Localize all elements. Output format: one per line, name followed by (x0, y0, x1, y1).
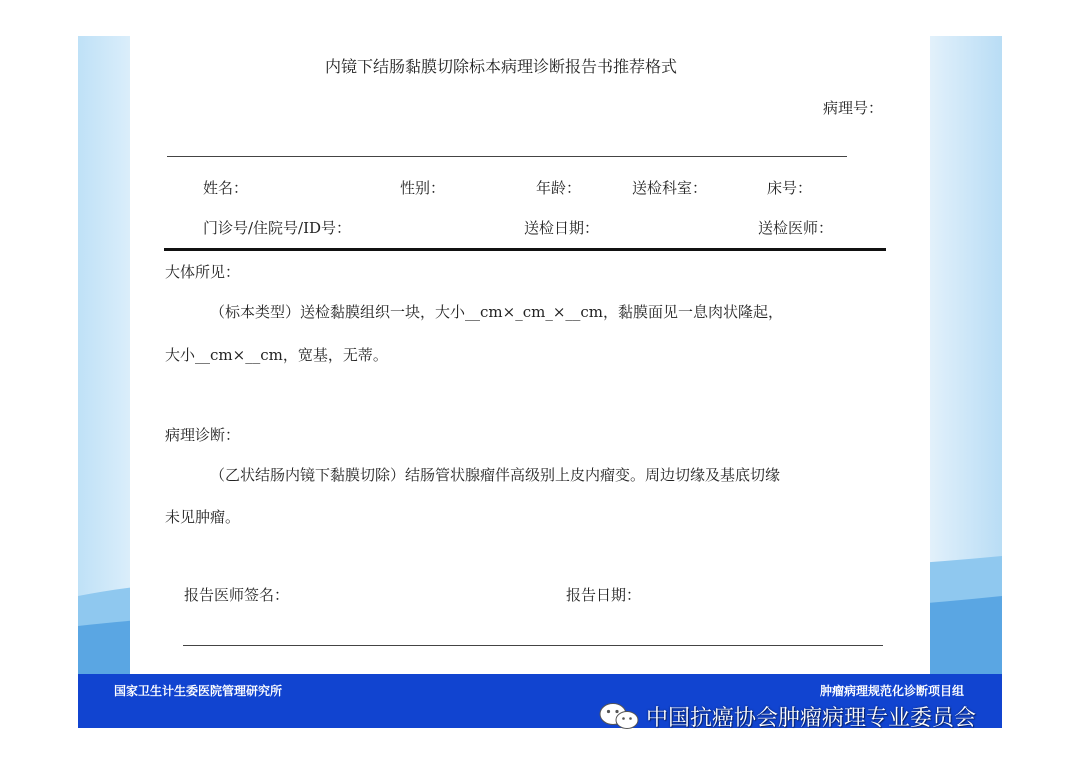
slide (78, 36, 1002, 728)
signature-rule (183, 645, 883, 646)
watermark-text: 中国抗癌协会肿瘤病理专业委员会 (646, 705, 977, 731)
report-doctor-signature-label: 报告医师签名： (184, 586, 290, 604)
wechat-icon (598, 701, 642, 731)
report-date-label: 报告日期： (566, 586, 642, 604)
gross-heading: 大体所见： (165, 263, 241, 281)
pathology-number-label: 病理号： (823, 99, 884, 117)
report-form (130, 36, 930, 674)
gross-line-2: 大小__cm×__cm，宽基，无蒂。 (165, 346, 388, 364)
form-title: 内镜下结肠黏膜切除标本病理诊断报告书推荐格式 (325, 57, 678, 76)
sex-label: 性别： (400, 179, 446, 197)
diagnosis-line-1: （乙状结肠内镜下黏膜切除）结肠管状腺瘤伴高级别上皮内瘤变。周边切缘及基底切缘 (210, 466, 781, 484)
department-label: 送检科室： (632, 179, 708, 197)
bed-label: 床号： (767, 179, 813, 197)
outpatient-id-label: 门诊号/住院号/ID号： (203, 219, 352, 237)
banner-right-text: 肿瘤病理规范化诊断项目组 (819, 684, 964, 698)
gross-line-1: （标本类型）送检黏膜组织一块，大小__cm×_cm_×__cm，黏膜面见一息肉状隆起， (210, 303, 784, 321)
age-label: 年龄： (536, 179, 582, 197)
diagnosis-heading: 病理诊断： (165, 426, 241, 444)
name-label: 姓名： (203, 179, 249, 197)
submit-date-label: 送检日期： (524, 219, 600, 237)
header-rule (167, 156, 847, 157)
submit-doctor-label: 送检医师： (758, 219, 834, 237)
info-bottom-rule (164, 248, 886, 251)
watermark (598, 700, 976, 732)
diagnosis-line-2: 未见肿瘤。 (165, 508, 241, 526)
banner-left-text: 国家卫生计生委医院管理研究所 (114, 684, 283, 698)
